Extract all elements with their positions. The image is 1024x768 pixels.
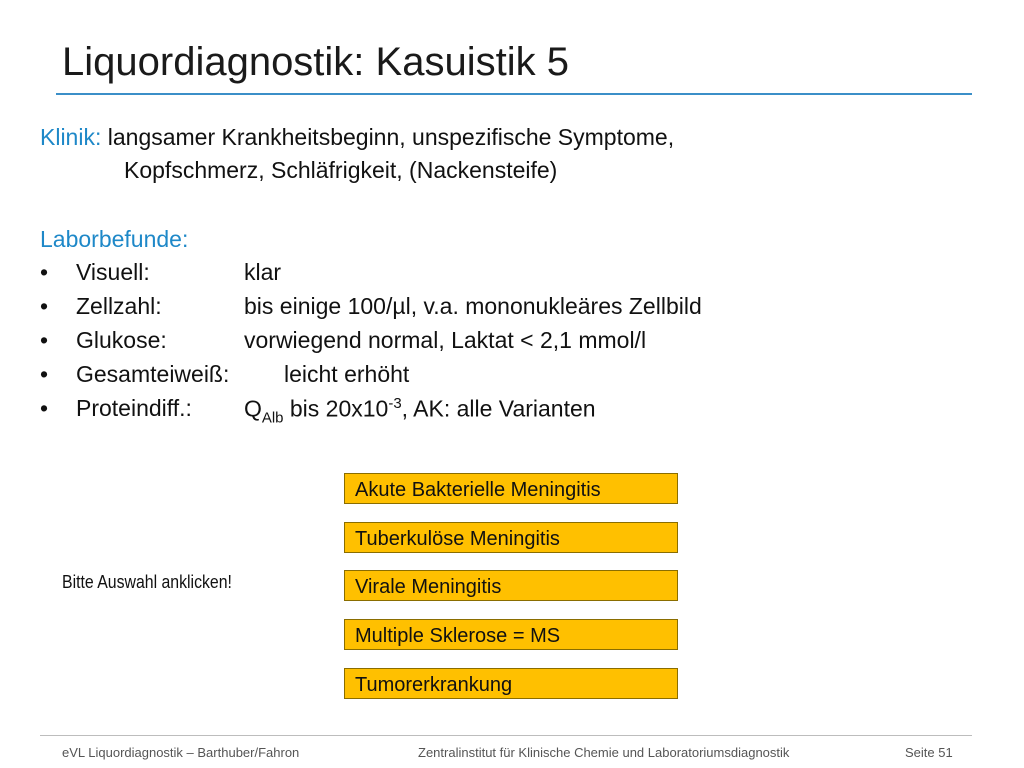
ak-varianten: , AK: alle Varianten <box>401 395 596 422</box>
bullet-glyph: • <box>40 327 49 353</box>
labor-item-glukose <box>0 327 1000 361</box>
labor-item-value: klar <box>244 259 282 285</box>
choice-akute-bakterielle-meningitis-button[interactable] <box>344 473 678 504</box>
labor-item-value: bis einige 100/µl, v.a. mononukleäres Zellbild <box>244 293 702 319</box>
labor-item-value <box>244 395 596 426</box>
labor-item-value: vorwiegend normal, Laktat < 2,1 mmol/l <box>244 327 647 353</box>
choice-label: Multiple Sklerose = MS <box>355 625 561 647</box>
bullet-glyph: • <box>40 395 49 421</box>
selection-hint: Bitte Auswahl anklicken! <box>62 572 232 592</box>
choice-tuberkuloese-meningitis-button[interactable] <box>344 522 678 553</box>
footer-page-number: Seite 51 <box>905 745 953 760</box>
title-divider <box>56 93 972 95</box>
labor-item-value: leicht erhöht <box>284 361 410 387</box>
klinik-label: Klinik: <box>40 124 102 150</box>
bullet-glyph: • <box>40 259 49 285</box>
footer-left: eVL Liquordiagnostik – Barthuber/Fahron <box>62 745 300 760</box>
labor-item-label: Glukose: <box>76 327 167 353</box>
choice-label: Tuberkulöse Meningitis <box>355 528 560 550</box>
labor-item-proteindiff <box>0 395 1000 429</box>
choice-label: Akute Bakterielle Meningitis <box>355 479 601 501</box>
q-range: bis 20x10 <box>283 395 389 422</box>
labor-item-label: Visuell: <box>76 259 150 285</box>
labor-item-visuell <box>0 259 1000 293</box>
klinik-line-1: langsamer Krankheitsbeginn, unspezifische Symptome, <box>107 124 675 150</box>
q-subscript: Alb <box>261 409 284 427</box>
choice-label: Tumorerkrankung <box>355 674 513 696</box>
footer-divider <box>40 735 972 736</box>
footer-center: Zentralinstitut für Klinische Chemie und Laboratoriumsdiagnostik <box>418 745 790 760</box>
klinik-line-2: Kopfschmerz, Schläfrigkeit, (Nackensteife) <box>124 157 558 183</box>
choice-virale-meningitis-button[interactable] <box>344 570 678 601</box>
labor-item-gesamteiweiss <box>0 361 1000 395</box>
q-exponent: -3 <box>388 395 402 412</box>
labor-item-label: Proteindiff.: <box>76 395 192 421</box>
labor-item-label: Gesamteiweiß: <box>76 361 230 387</box>
labor-item-label: Zellzahl: <box>76 293 162 319</box>
choice-tumorerkrankung-button[interactable] <box>344 668 678 699</box>
q-symbol: Q <box>244 395 262 422</box>
slide-title: Liquordiagnostik: Kasuistik 5 <box>62 40 569 84</box>
labor-item-zellzahl <box>0 293 1000 327</box>
laborbefunde-heading: Laborbefunde: <box>40 226 189 252</box>
bullet-glyph: • <box>40 293 49 319</box>
choice-label: Virale Meningitis <box>355 576 502 598</box>
klinik-block <box>40 124 674 151</box>
bullet-glyph: • <box>40 361 49 387</box>
choice-multiple-sklerose-button[interactable] <box>344 619 678 650</box>
